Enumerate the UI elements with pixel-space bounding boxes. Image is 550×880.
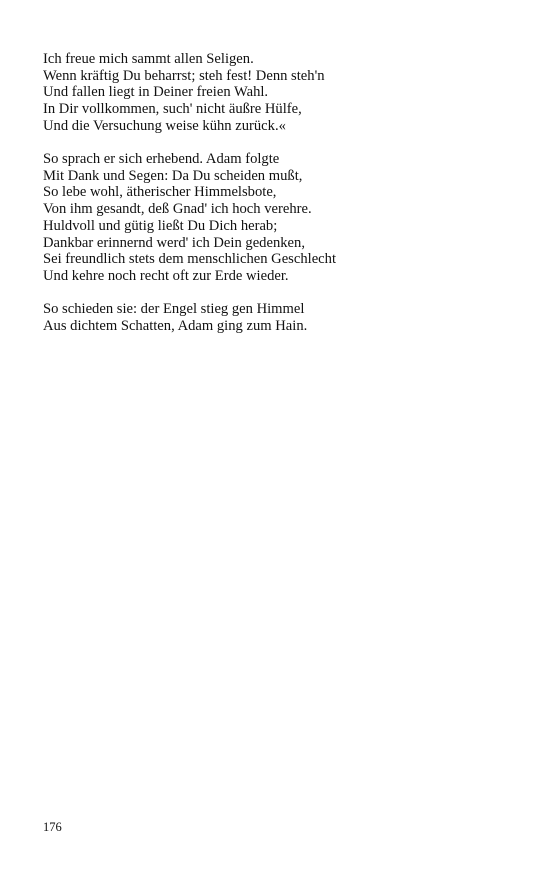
verse-line: So schieden sie: der Engel stieg gen Himmel [43,301,305,318]
poem-text [43,51,513,351]
verse-line: In Dir vollkommen, such' nicht äußre Hülfe, [43,101,302,118]
verse-line: Mit Dank und Segen: Da Du scheiden mußt, [43,167,303,184]
stanza-3 [43,301,513,334]
verse-line: Dankbar erinnernd werd' ich Dein gedenken, [43,234,305,251]
verse-line: Und die Versuchung weise kühn zurück.« [43,117,286,134]
stanza-1 [43,51,513,135]
verse-line: Aus dichtem Schatten, Adam ging zum Hain. [43,317,308,334]
verse-line: Sei freundlich stets dem menschlichen Geschlecht [43,251,337,268]
verse-line: So sprach er sich erhebend. Adam folgte [43,151,280,168]
verse-line: Von ihm gesandt, deß Gnad' ich hoch verehre. [43,201,312,218]
page-number: 176 [43,820,62,834]
verse-line: So lebe wohl, ätherischer Himmelsbote, [43,184,277,201]
verse-line: Huldvoll und gütig ließt Du Dich herab; [43,217,278,234]
verse-line: Wenn kräftig Du beharrst; steh fest! Denn steh'n [43,67,325,84]
verse-line: Ich freue mich sammt allen Seligen. [43,51,254,67]
stanza-2 [43,151,513,285]
verse-line: Und kehre noch recht oft zur Erde wieder. [43,267,289,284]
verse-line: Und fallen liegt in Deiner freien Wahl. [43,84,269,101]
